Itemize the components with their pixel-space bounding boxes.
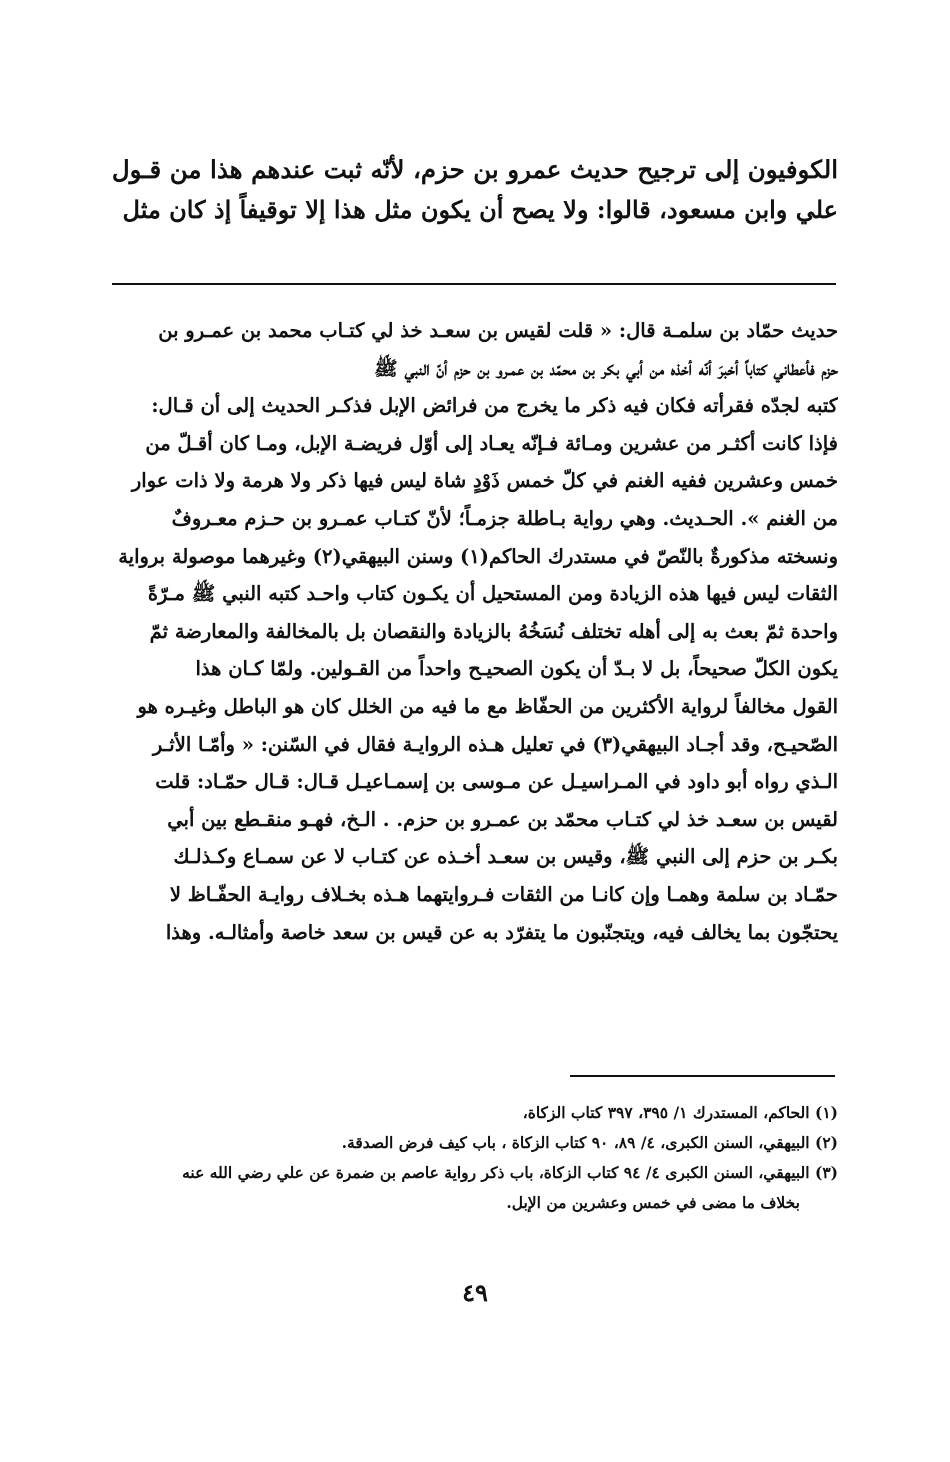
main-text-line: الكوفيون إلى ترجيح حديث عمرو بن حزم، لأنّه ثبت عندهم هذا من قـول	[111, 155, 838, 184]
quoted-text-line: القول مخالفاً لرواية الأكثرين من الحفّاظ مع ما فيه من الخلل كان هو الباطل وغيـره هو	[137, 694, 838, 718]
footnote-3-continuation: بخلاف ما مضى في خمس وعشرين من الإبل.	[506, 1193, 800, 1212]
quoted-text-line: حديث حمّاد بن سلمـة قال: « قلت لقيس بن سعـد خذ لي كتـاب محمد بن عمـرو بن	[158, 319, 838, 342]
main-text-block	[110, 150, 838, 230]
quoted-text-line: لقيس بن سعـد خذ لي كتـاب محمّد بن عمـرو بن حزم. . الـخ، فهـو منقـطع بين أبي	[167, 807, 838, 831]
footnote-divider	[570, 1075, 835, 1077]
footnote-1: (١) الحاكم، المستدرك ١/ ٣٩٥، ٣٩٧ كتاب الزكاة،	[522, 1103, 838, 1122]
quoted-text-line: يحتجّون بما يخالف فيه، ويتجنّبون ما يتفرّد به عن قيس بن سعد خاصة وأمثالـه. وهذا	[165, 920, 838, 944]
quoted-text-line: خمس وعشرين ففيه الغنم في كلّ خمس ذَوْدٍ شاة ليس فيها ذكر ولا هرمة ولا ذات عوار	[131, 469, 838, 493]
quoted-text-line: حزم فأعطاني كتاباً أخبرَ أنّه أخذه من أبي بكر بن محمّد بن عمـرو بن حزم أنّ النبي ﷺ	[374, 356, 838, 380]
page-number: ٤٩	[462, 1278, 488, 1307]
quoted-text-block	[110, 312, 838, 951]
quoted-text-line: الثقات ليس فيها هذه الزيادة ومن المستحيل أن يكـون كتاب واحـد كتبه النبي ﷺ مـرّةً	[147, 582, 838, 606]
quoted-text-line: الصّحيـح، وقد أجـاد البيهقي(٣) في تعليل هـذه الروايـة فقال في السّنن: « وأمّـا الأثـر	[152, 732, 838, 756]
quoted-text-line: واحدة ثمّ بعث به إلى أهله تختلف نُسَخُهُ بالزيادة والنقصان بل بالمخالفة والمعارضة ثمّ	[149, 619, 838, 643]
quoted-text-line: من الغنم ». الحـديث. وهي رواية بـاطلة جزمـاً؛ لأنّ كتـاب عمـرو بن حـزم معـروفٌ	[171, 506, 838, 530]
quoted-text-line: فإذا كانت أكثـر من عشرين ومـائة فـإنّه يعـاد إلى أوّل فريضـة الإبل، ومـا كان أقـلّ من	[145, 431, 838, 455]
quoted-text-line: يكون الكلّ صحيحاً، بل لا بـدّ أن يكون الصحيـح واحداً من القـولين. ولمّا كـان هذا	[195, 657, 838, 681]
main-text-line: علي وابن مسعود، قالوا: ولا يصح أن يكون مثل هذا إلا توقيفاً إذ كان مثل	[122, 195, 838, 224]
quoted-text-line: ونسخته مذكورةٌ بالنّصّ في مستدرك الحاكم(١) وسنن البيهقي(٢) وغيرهما موصولة برواية	[118, 544, 838, 568]
main-text-divider	[112, 283, 836, 285]
footnotes-block	[110, 1098, 838, 1218]
footnote-2: (٢) البيهقي، السنن الكبرى، ٤/ ٨٩، ٩٠ كتاب الزكاة ، باب كيف فرض الصدقة.	[341, 1133, 838, 1152]
quoted-text-line: حمّـاد بن سلمة وهمـا وإن كانـا من الثقات فـروايتهما هـذه بخـلاف روايـة الحفّـاظ لا	[169, 882, 838, 906]
quoted-text-line: الـذي رواه أبو داود في المـراسيـل عن مـوسى بن إسمـاعيـل قـال: قـال حمّـاد: قلت	[155, 770, 838, 794]
quoted-text-line: كتبه لجدّه فقرأته فكان فيه ذكر ما يخرج من فرائض الإبل فذكـر الحديث إلى أن قـال:	[151, 394, 838, 418]
footnote-3: (٣) البيهقي، السنن الكبرى ٤/ ٩٤ كتاب الزكاة، باب ذكر رواية عاصم بن ضمرة عن علي رضي الله عنه	[182, 1163, 838, 1182]
quoted-text-line: بكـر بن حزم إلى النبي ﷺ، وقيس بن سعـد أخـذه عن كتـاب لا عن سمـاع وكـذلـك	[173, 845, 838, 869]
